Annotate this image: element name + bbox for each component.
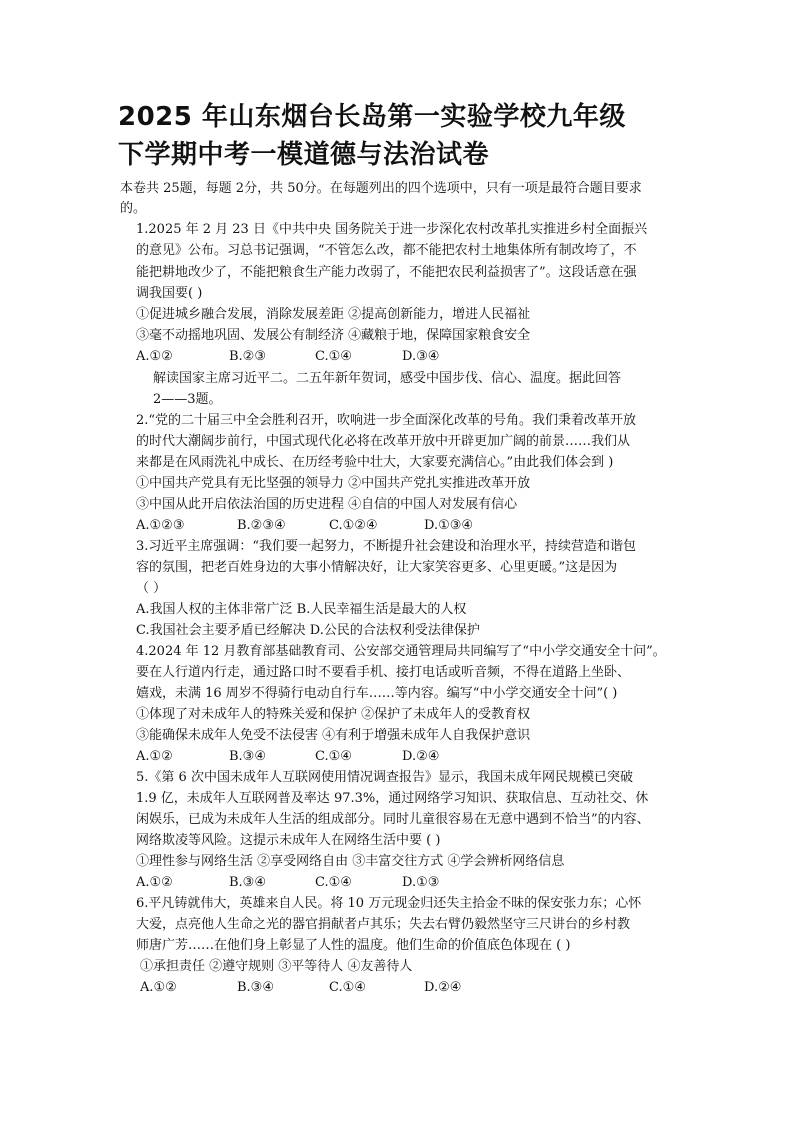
instructions-line-2: 的。 [120,201,147,216]
q6-choice-d[interactable]: D.②④ [424,980,462,995]
q3-stem-line: （ ） [136,581,167,596]
q5-item-line: ①理性参与网络生活 ②享受网络自由 ③丰富交往方式 ④学会辨析网络信息 [136,854,565,869]
passage-line-1: 解读国家主席习近平二。二五年新年贺词，感受中国步伐、信心、温度。据此回答 [153,371,622,386]
q4-stem-line: 4.2024 年 12 月教育部基础教育司、公安部交通管理局共同编写了“中小学交通安全十问”。 [136,644,666,659]
q1-stem-line: 调我国要( ) [136,286,203,301]
q4-stem-line: 嬉戏，未满 16 周岁不得骑行电动自行车……等内容。编写“中小学交通安全十问”( ) [136,686,618,701]
q1-choice-d[interactable]: D.③④ [402,349,440,364]
q6-choice-b[interactable]: B.③④ [237,980,274,995]
q5-stem-line: 网络欺凌等风险。这提示未成年人在网络生活中要 ( ) [136,833,441,848]
q1-choice-a[interactable]: A.①② [136,349,173,364]
q6-item-line: ①承担责任 ②遵守规则 ③平等待人 ④友善待人 [140,959,413,974]
q2-choice-c[interactable]: C.①②④ [329,518,378,533]
q3-stem-line: 容的氛围，把老百姓身边的大事小情解决好，让大家笑容更多、心里更暖。”这是因为 [136,560,618,575]
q1-item-line: ①促进城乡融合发展，消除发展差距 ②提高创新能力，增进人民福祉 [136,307,531,322]
q4-choice-a[interactable]: A.①② [136,749,173,764]
q3-choice-row[interactable]: C.我国社会主要矛盾已经解决 D.公民的合法权利受法律保护 [136,623,480,638]
q4-choice-c[interactable]: C.①④ [315,749,352,764]
exam-title-line-2: 下学期中考一模道德与法治试卷 [118,140,490,170]
q1-stem-line: 的意见》公布。习总书记强调，“不管怎么改，都不能把农村土地集体所有制改垮了，不 [136,243,637,258]
q6-stem-line: 大爱，点亮他人生命之光的器官捐献者卢其乐；失去右臂仍毅然坚守三尺讲台的乡村教 [136,917,631,932]
q4-stem-line: 要在人行道内行走，通过路口时不要看手机、接打电话或听音频，不得在道路上坐卧、 [136,665,631,680]
q1-stem-line: 1.2025 年 2 月 23 日《中共中央 国务院关于进一步深化农村改革扎实推进乡村全面振兴 [136,222,648,237]
q6-choice-a[interactable]: A.①② [140,980,177,995]
q5-choice-c[interactable]: C.①④ [315,875,352,890]
q1-choice-c[interactable]: C.①④ [315,349,352,364]
q5-choice-d[interactable]: D.①③ [402,875,440,890]
q6-stem-line: 师唐广芳……在他们身上彰显了人性的温度。他们生命的价值底色体现在 ( ) [136,938,571,953]
q5-choice-b[interactable]: B.③④ [229,875,266,890]
q2-choice-a[interactable]: A.①②③ [136,518,185,533]
q6-choice-c[interactable]: C.①④ [329,980,366,995]
q5-choice-a[interactable]: A.①② [136,875,173,890]
instructions-line-1: 本卷共 25题，每题 2分，共 50分。在每题列出的四个选项中，只有一项是最符合题目要求 [120,181,642,196]
q3-stem-line: 3.习近平主席强调：“我们要一起努力，不断提升社会建设和治理水平，持续营造和谐包 [136,539,637,554]
q5-stem-line: 闲娱乐，已成为未成年人生活的组成部分。同时儿童很容易在无意中遇到不恰当”的内容、 [136,812,650,827]
q5-stem-line: 5.《第 6 次中国未成年人互联网使用情况调查报告》显示，我国未成年网民规模已突破 [136,770,633,785]
q4-item-line: ①体现了对未成年人的特殊关爱和保护 ②保护了未成年人的受教育权 [136,707,531,722]
q4-item-line: ③能确保未成年人免受不法侵害 ④有利于增强未成年人自我保护意识 [136,728,531,743]
q2-item-line: ①中国共产党具有无比坚强的领导力 ②中国共产党扎实推进改革开放 [136,476,531,491]
q4-choice-b[interactable]: B.③④ [229,749,266,764]
q2-stem-line: 2.“党的二十届三中全会胜利召开，吹响进一步全面深化改革的号角。我们秉着改革开放 [136,413,637,428]
q1-item-line: ③毫不动摇地巩固、发展公有制经济 ④藏粮于地，保障国家粮食安全 [136,328,531,343]
q2-choice-b[interactable]: B.②③④ [237,518,286,533]
q2-choice-d[interactable]: D.①③④ [424,518,474,533]
q1-choice-b[interactable]: B.②③ [229,349,266,364]
q6-stem-line: 6.平凡铸就伟大，英雄来自人民。将 10 万元现金归还失主拾金不昧的保安张力东；心怀 [136,896,642,911]
q2-stem-line: 来都是在风雨洗礼中成长、在历经考验中壮大，大家要充满信心。”由此我们体会到 ) [136,455,614,470]
passage-line-2: 2——3题。 [153,392,222,407]
q2-stem-line: 的时代大潮阔步前行，中国式现代化必将在改革开放中开辟更加广阔的前景……我们从 [136,434,631,449]
q1-stem-line: 能把耕地改少了，不能把粮食生产能力改弱了，不能把农民利益损害了”。这段话意在强 [136,265,637,280]
exam-title-line-1: 2025 年山东烟台长岛第一实验学校九年级 [118,102,626,132]
q5-stem-line: 1.9 亿，未成年人互联网普及率达 97.3%，通过网络学习知识、获取信息、互动社交、休 [136,791,649,806]
q2-item-line: ③中国从此开启依法治国的历史进程 ④自信的中国人对发展有信心 [136,497,518,512]
q3-choice-row[interactable]: A.我国人权的主体非常广泛 B.人民幸福生活是最大的人权 [136,602,467,617]
q4-choice-d[interactable]: D.②④ [402,749,440,764]
